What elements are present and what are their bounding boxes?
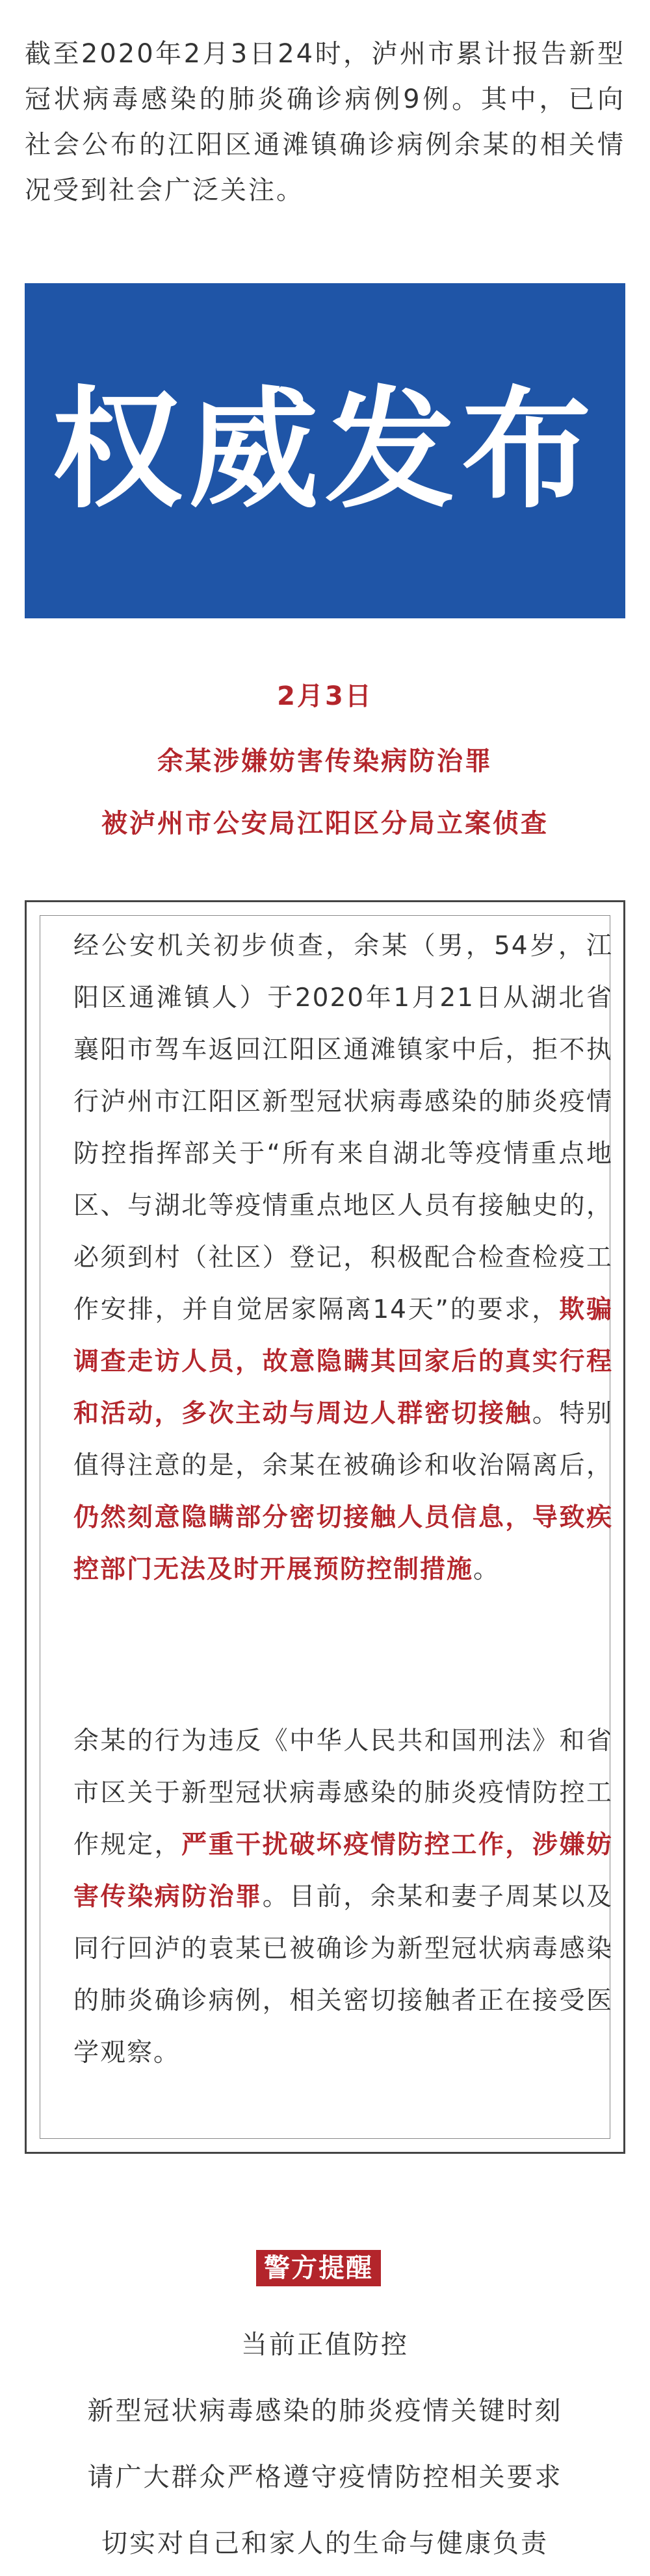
p1-highlight-2: 仍然刻意隐瞒部分密切接触人员信息，导致疾控部门无法及时开展预防控制措施 [73, 1503, 613, 1584]
p1-text-c: 。特别值得注意的是，余某在被确诊和收治隔离后， [73, 1399, 613, 1480]
statement-paragraph-2 [73, 1715, 613, 2079]
statement-paragraph-1 [73, 920, 613, 1596]
alert-line: 新型冠状病毒感染的肺炎疫情关键时刻 [87, 2396, 563, 2426]
intro-paragraph: 截至2020年2月3日24时，泸州市累计报告新型冠状病毒感染的肺炎确诊病例9例。其中，已向社会公布的江阳区通滩镇确诊病例余某的相关情况受到社会广泛关注。 [25, 39, 625, 205]
headline-date: 2月3日 [277, 681, 373, 711]
p2-text-a: 余某的行为违反《中华人民共和国刑法》和省市区关于新型冠状病毒感染的肺炎疫情防控工作规定， [73, 1726, 613, 1860]
headline-line-2: 被泸州市公安局江阳区分局立案侦查 [101, 809, 549, 839]
statement-box [25, 900, 625, 2154]
p2-text-c: 。目前，余某和妻子周某以及同行回泸的袁某已被确诊为新型冠状病毒感染的肺炎确诊病例，相关密切接触者正在接受医学观察。 [73, 1882, 613, 2067]
police-alert-tag: 警方提醒 [256, 2250, 381, 2286]
p1-text-a: 经公安机关初步侦查，余某（男，54岁，江阳区通滩镇人）于2020年1月21日从湖北省襄阳市驾车返回江阳区通滩镇家中后，拒不执行泸州市江阳区新型冠状病毒感染的肺炎疫情防控指挥部关于“所有来自湖北等疫情重点地区、与湖北等疫情重点地区人员有接触史的，必须到村（社区）登记，积极配合检查检疫工作安排，并自觉居家隔离14天”的要求， [73, 931, 613, 1324]
p1-highlight-1: 欺骗调查走访人员，故意隐瞒其回家后的真实行程和活动，多次主动与周边人群密切接触 [73, 1295, 613, 1428]
p1-text-e: 。 [473, 1555, 500, 1584]
p2-highlight: 严重干扰破坏疫情防控工作，涉嫌妨害传染病防治罪 [73, 1830, 613, 1912]
alert-line: 请广大群众严格遵守疫情防控相关要求 [87, 2462, 563, 2492]
alert-line: 切实对自己和家人的生命与健康负责 [101, 2529, 549, 2558]
banner-title: 权威发布 [51, 375, 598, 526]
alert-line: 当前正值防控 [241, 2330, 409, 2360]
authority-banner [25, 283, 625, 618]
headline-line-1: 余某涉嫌妨害传染病防治罪 [157, 746, 493, 776]
